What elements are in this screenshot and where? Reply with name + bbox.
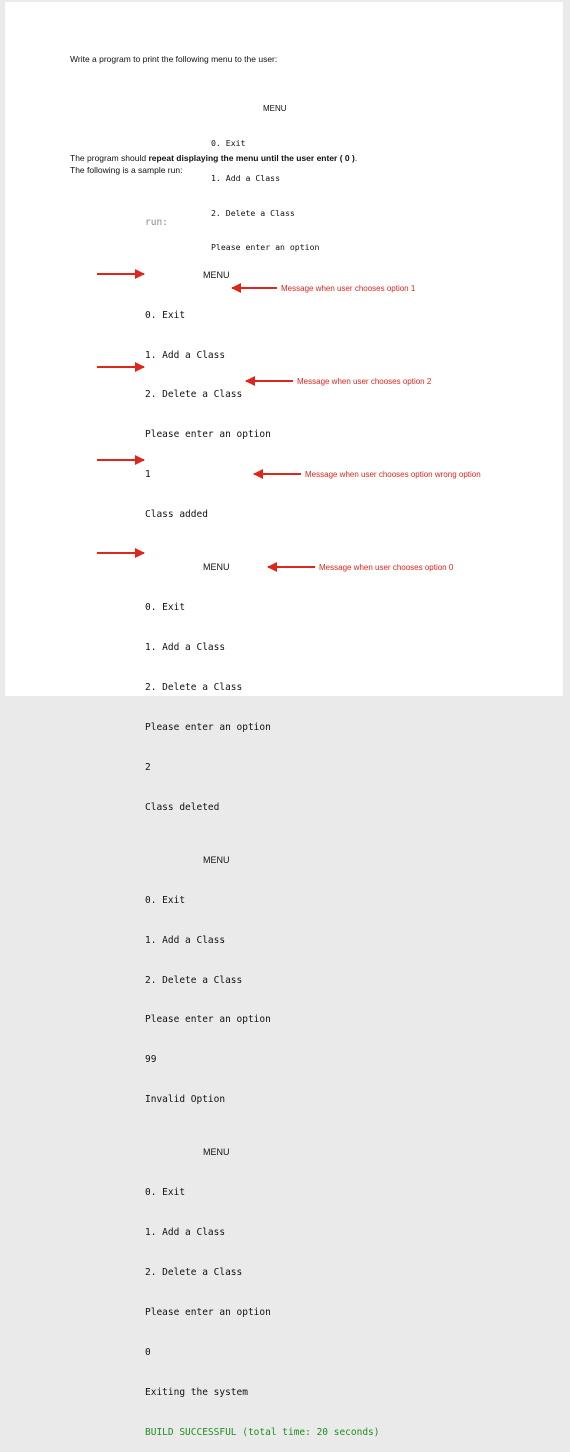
run-menu-item: 2. Delete a Class — [145, 974, 243, 986]
run-user-input: 1 — [145, 469, 151, 481]
menu-item: 2. Delete a Class — [211, 207, 295, 218]
run-menu-item: 2. Delete a Class — [145, 1267, 243, 1279]
annotation-option-1: Message when user chooses option 1 — [281, 284, 416, 293]
description-line-1 — [70, 153, 357, 165]
annotation-wrong-option: Message when user chooses option wrong option — [305, 470, 481, 479]
description-text: The program should — [70, 153, 149, 163]
run-menu-item: 1. Add a Class — [145, 1227, 226, 1239]
description — [70, 153, 357, 176]
run-menu-item: 2. Delete a Class — [145, 389, 243, 401]
run-user-input: 0 — [145, 1346, 151, 1358]
annotation-option-0: Message when user chooses option 0 — [319, 563, 454, 572]
run-menu-title: MENU — [203, 562, 230, 573]
run-menu-item: 0. Exit — [145, 1187, 186, 1199]
run-menu-item: 1. Add a Class — [145, 349, 226, 361]
run-user-input: 2 — [145, 761, 151, 773]
description-text: . — [354, 153, 358, 163]
run-response: Class added — [145, 509, 208, 521]
run-menu-item: 0. Exit — [145, 309, 186, 321]
run-menu-prompt: Please enter an option — [145, 1306, 271, 1318]
menu-item: 1. Add a Class — [211, 172, 281, 183]
run-menu-title: MENU — [203, 269, 230, 280]
run-user-input: 99 — [145, 1054, 157, 1066]
build-status: BUILD SUCCESSFUL (total time: 20 seconds) — [145, 1426, 380, 1438]
run-menu-item: 1. Add a Class — [145, 642, 226, 654]
run-label: run: — [145, 216, 168, 228]
menu-item: 0. Exit — [211, 137, 246, 148]
intro-text: Write a program to print the following menu to the user: — [70, 54, 278, 64]
menu-title: MENU — [263, 104, 287, 114]
run-menu-prompt: Please enter an option — [145, 429, 271, 441]
run-menu-item: 2. Delete a Class — [145, 681, 243, 693]
run-menu-prompt: Please enter an option — [145, 1014, 271, 1026]
run-menu-item: 0. Exit — [145, 894, 186, 906]
run-menu-prompt: Please enter an option — [145, 721, 271, 733]
run-menu-title: MENU — [203, 1147, 230, 1158]
run-response: Exiting the system — [145, 1386, 248, 1398]
run-menu-item: 0. Exit — [145, 602, 186, 614]
run-menu-title: MENU — [203, 854, 230, 865]
annotation-option-2: Message when user chooses option 2 — [297, 377, 432, 386]
description-line-2: The following is a sample run: — [70, 164, 183, 175]
run-response: Class deleted — [145, 801, 220, 813]
run-response: Invalid Option — [145, 1094, 226, 1106]
run-menu-item: 1. Add a Class — [145, 934, 226, 946]
description-bold: repeat displaying the menu until the user enter ( 0 ) — [148, 153, 355, 163]
menu-prompt: Please enter an option — [211, 242, 320, 253]
